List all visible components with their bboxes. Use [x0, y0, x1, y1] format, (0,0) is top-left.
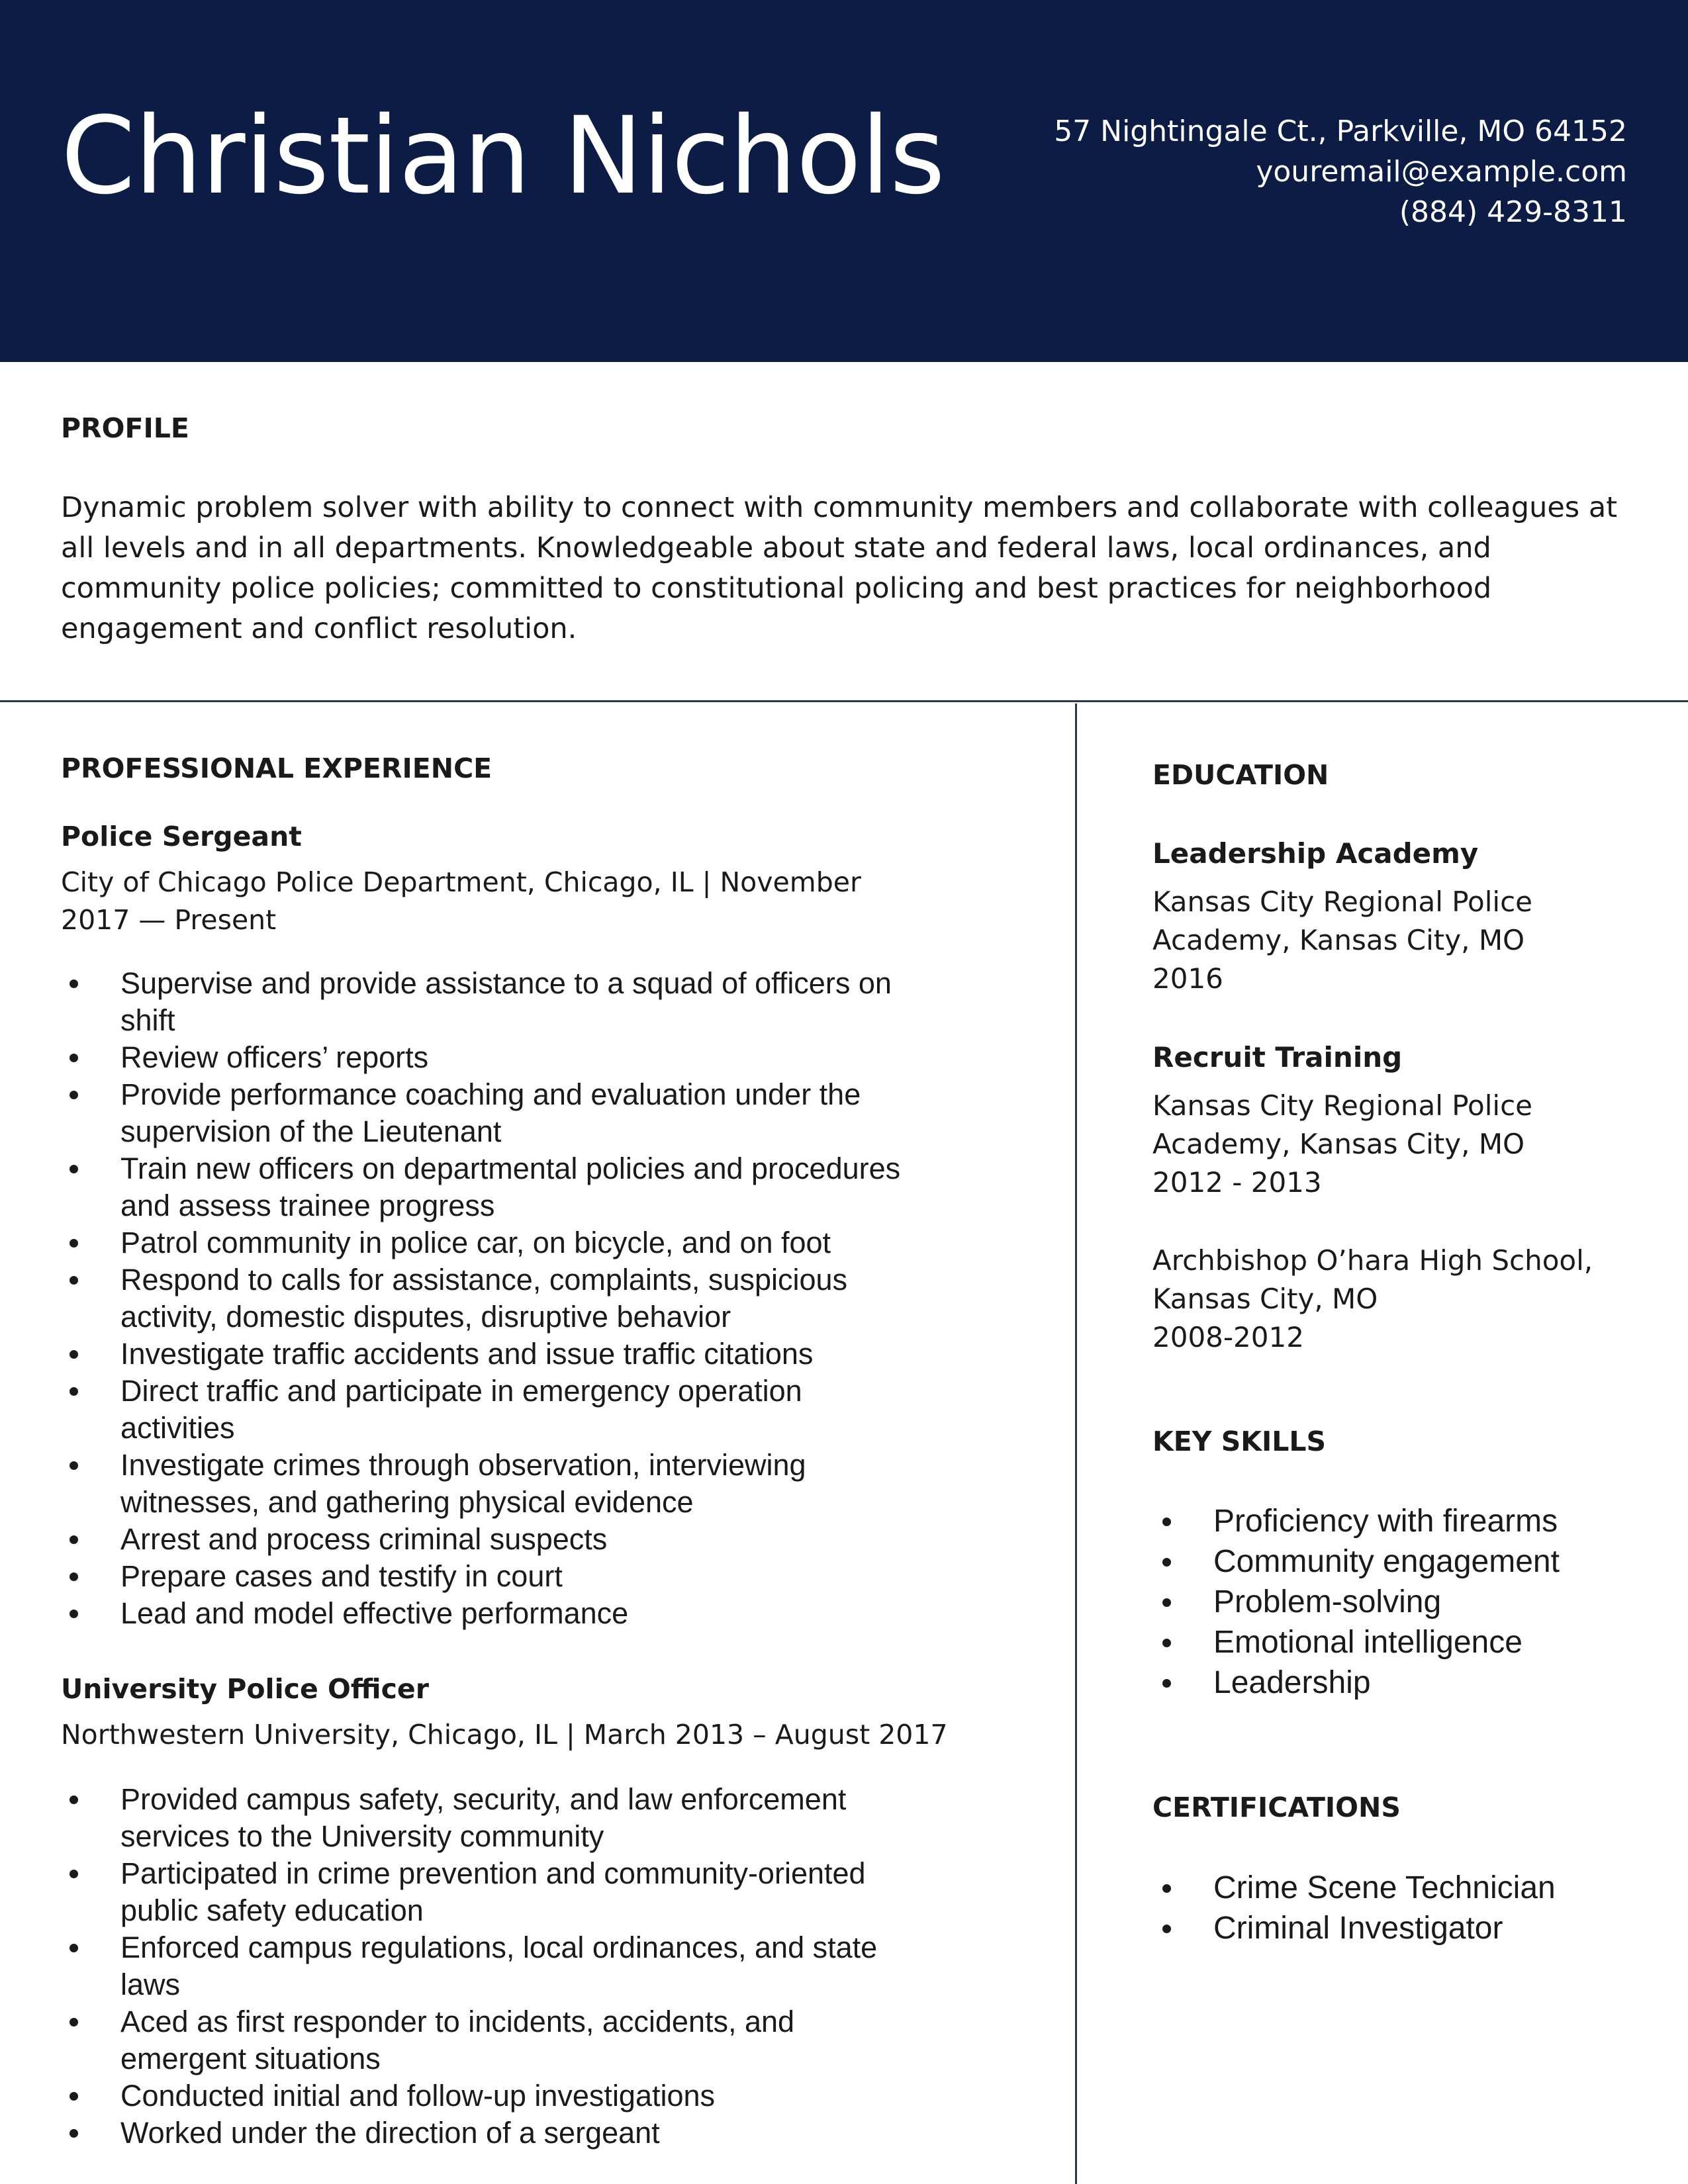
list-item: Emotional intelligence [1152, 1622, 1656, 1662]
education-years: 2016 [1152, 962, 1223, 995]
certifications-heading: CERTIFICATIONS [1152, 1792, 1401, 1823]
education-location: Academy, Kansas City, MO [1152, 1128, 1525, 1160]
list-item: Conducted initial and follow-up investigations [61, 2077, 921, 2115]
education-school: Archbishop O’hara High School, [1152, 1244, 1593, 1277]
list-item: Leadership [1152, 1662, 1656, 1703]
profile-heading: PROFILE [61, 412, 189, 444]
list-item: Community engagement [1152, 1541, 1656, 1582]
resume-header [0, 0, 1688, 362]
list-item: Arrest and process criminal suspects [61, 1521, 921, 1558]
skills-list [1152, 1501, 1656, 1703]
list-item: Criminal Investigator [1152, 1908, 1656, 1948]
list-item: Lead and model effective performance [61, 1595, 921, 1632]
list-item: Direct traffic and participate in emergency operation activities [61, 1373, 921, 1447]
list-item: Aced as first responder to incidents, accidents, and emergent situations [61, 2003, 921, 2077]
education-location: Academy, Kansas City, MO [1152, 924, 1525, 956]
skills-heading: KEY SKILLS [1152, 1426, 1327, 1457]
education-school: Kansas City Regional Police [1152, 886, 1533, 918]
job-meta: City of Chicago Police Department, Chicago, IL | November 2017 — Present [61, 866, 861, 936]
job-meta: Northwestern University, Chicago, IL | March 2013 – August 2017 [61, 1719, 948, 1751]
education-title: Leadership Academy [1152, 837, 1479, 870]
list-item: Prepare cases and testify in court [61, 1558, 921, 1595]
contact-block [1054, 111, 1627, 232]
contact-email[interactable]: youremail@example.com [1256, 155, 1627, 189]
education-title: Recruit Training [1152, 1041, 1403, 1073]
profile-summary: Dynamic problem solver with ability to connect with community members and collaborate with colleagues at all levels and in all departments. Knowledgeable about state and federal laws, local ordinances, and community police policies; committed to constitutional policing and best practices for neighborhood engagement and conflict resolution. [61, 491, 1618, 645]
list-item: Enforced campus regulations, local ordinances, and state laws [61, 1929, 921, 2003]
list-item: Proficiency with firearms [1152, 1501, 1656, 1541]
certifications-list [1152, 1868, 1656, 1948]
list-item: Participated in crime prevention and community-oriented public safety education [61, 1855, 921, 1929]
list-item: Problem-solving [1152, 1582, 1656, 1622]
candidate-name: Christian Nichols [61, 94, 945, 218]
list-item: Review officers’ reports [61, 1039, 921, 1076]
job-title: Police Sergeant [61, 821, 302, 852]
list-item: Provided campus safety, security, and law enforcement services to the University community [61, 1781, 921, 1855]
job-duties-list [61, 965, 921, 1632]
contact-phone[interactable]: (884) 429-8311 [1399, 195, 1627, 229]
list-item: Respond to calls for assistance, complaints, suspicious activity, domestic disputes, disruptive behavior [61, 1261, 921, 1336]
contact-address: 57 Nightingale Ct., Parkville, MO 64152 [1054, 114, 1627, 148]
education-heading: EDUCATION [1152, 759, 1329, 791]
job-title: University Police Officer [61, 1673, 429, 1705]
list-item: Patrol community in police car, on bicycle, and on foot [61, 1224, 921, 1261]
list-item: Crime Scene Technician [1152, 1868, 1656, 1908]
education-years: 2012 - 2013 [1152, 1166, 1322, 1199]
section-divider [0, 700, 1688, 702]
list-item: Worked under the direction of a sergeant [61, 2115, 921, 2152]
list-item: Investigate traffic accidents and issue traffic citations [61, 1336, 921, 1373]
column-divider [1075, 704, 1077, 2184]
experience-heading: PROFESSIONAL EXPERIENCE [61, 752, 492, 784]
education-location: Kansas City, MO [1152, 1283, 1378, 1315]
list-item: Train new officers on departmental policies and procedures and assess trainee progress [61, 1150, 921, 1224]
list-item: Investigate crimes through observation, interviewing witnesses, and gathering physical evidence [61, 1447, 921, 1521]
education-years: 2008-2012 [1152, 1321, 1304, 1353]
job-duties-list [61, 1781, 921, 2152]
list-item: Provide performance coaching and evaluation under the supervision of the Lieutenant [61, 1076, 921, 1150]
education-school: Kansas City Regional Police [1152, 1089, 1533, 1122]
list-item: Supervise and provide assistance to a squad of officers on shift [61, 965, 921, 1039]
